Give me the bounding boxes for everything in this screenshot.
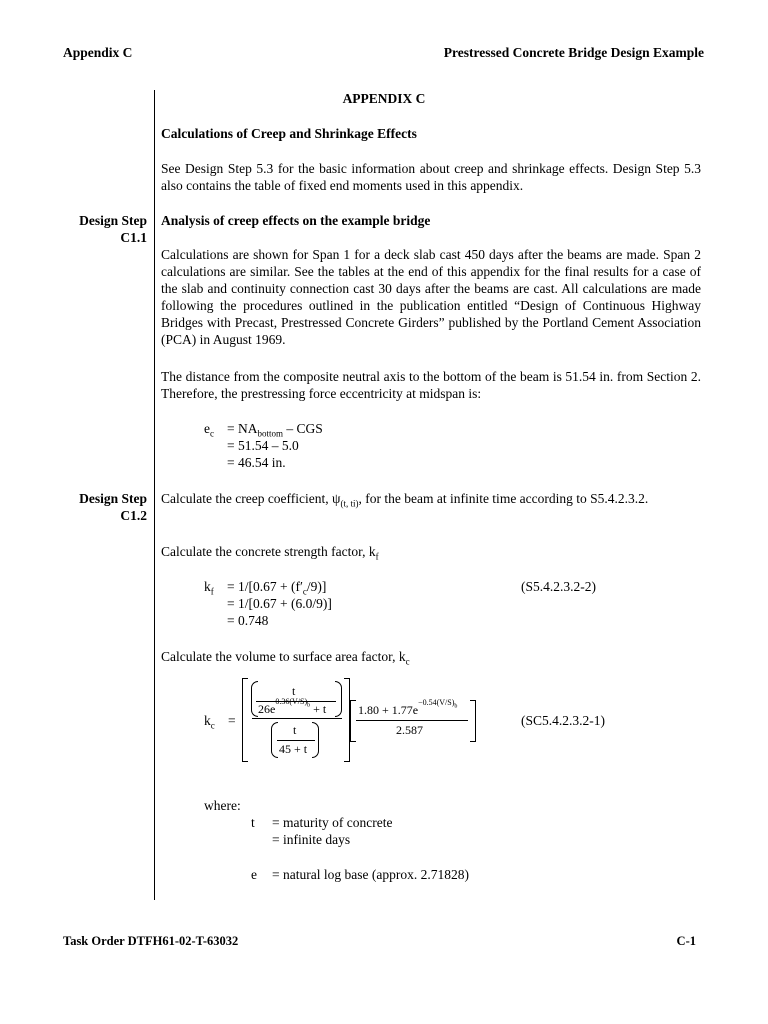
kf-line-2: = 1/[0.67 + (6.0/9)] bbox=[227, 596, 332, 611]
step-c11-label: Design Step C1.1 bbox=[79, 213, 147, 245]
kf-reference: (S5.4.2.3.2-2) bbox=[521, 579, 596, 594]
kc-fraction-bar-2 bbox=[356, 720, 468, 721]
intro-paragraph: See Design Step 5.3 for the basic information about creep and shrinkage effects. Design Step 5.3 also contains the table of fixed end moments used in this appendix. bbox=[161, 161, 701, 193]
kc-denominator-3: 2.587 bbox=[396, 723, 423, 737]
kc-bracket2-left bbox=[350, 700, 356, 742]
kc-equals: = bbox=[228, 713, 236, 728]
ec-line-1: = $NA_{bottom}$ – CGS bbox=[227, 421, 323, 439]
kc-main-fraction-bar bbox=[252, 718, 342, 719]
kc-paren-right-top bbox=[335, 681, 342, 717]
header-left: Appendix C bbox=[63, 45, 133, 60]
kf-line-1: = $1/[0.67 + (f'_c/9)]$ bbox=[227, 579, 327, 597]
header-right: Prestressed Concrete Bridge Design Example bbox=[443, 45, 704, 60]
kc-reference: (SC5.4.2.3.2-1) bbox=[521, 713, 605, 728]
kc-intro: Calculate the volume to surface area factor, $k_c$ bbox=[161, 649, 410, 667]
kf-intro: Calculate the concrete strength factor, $k_f$ bbox=[161, 544, 379, 562]
ec-line-2: = 51.54 – 5.0 bbox=[227, 438, 299, 453]
e-symbol: e bbox=[251, 867, 257, 882]
kc-denominator-1: $26e^{0.36(V/S)_b} + t$ bbox=[258, 697, 327, 716]
page-title: APPENDIX C bbox=[342, 91, 426, 106]
creep-coefficient-paragraph: Calculate the creep coefficient, $\psi_{(t, ti)}$, for the beam at infinite time according to S5.4.2.3.2. bbox=[161, 491, 649, 509]
t-definition-2: = infinite days bbox=[272, 832, 351, 847]
step-c11-paragraph: Calculations are shown for Span 1 for a deck slab cast 450 days after the beams are made. Span 2 calculations are similar. See the tables at the end of this appendix for the final results for a case of the slab and continuity connection cast 30 days after the beams are cast. All calculations are made following the procedures outlined in the publication entitled “Design of Continuous Highway Bridges with Precast, Prestressed Concrete Girders” published by the Portland Cement Association (PCA) in August 1969. bbox=[161, 247, 701, 347]
kc-denominator-2: 45 + t bbox=[279, 742, 308, 756]
step-c11-heading: Analysis of creep effects on the example bridge bbox=[161, 213, 431, 228]
kc-paren-left-top bbox=[251, 681, 258, 717]
step-c12-label: Design Step C1.2 bbox=[79, 491, 147, 523]
kf-symbol: $k_f$ bbox=[204, 579, 214, 597]
e-definition: = natural log base (approx. 2.71828) bbox=[272, 867, 469, 882]
ec-line-3: = 46.54 in. bbox=[227, 455, 286, 470]
kf-line-3: = 0.748 bbox=[227, 613, 269, 628]
ec-symbol: $e_c$ bbox=[204, 421, 214, 439]
page-number: C-1 bbox=[676, 934, 696, 948]
kc-numerator-t2: t bbox=[293, 723, 297, 737]
kc-bracket-left bbox=[242, 678, 248, 762]
t-symbol: t bbox=[251, 815, 255, 830]
kc-bracket2-right bbox=[470, 700, 476, 742]
kc-numerator-t1: t bbox=[292, 684, 296, 698]
t-definition-1: = maturity of concrete bbox=[272, 815, 393, 830]
kc-inner-bar-2 bbox=[277, 740, 315, 741]
section-title: Calculations of Creep and Shrinkage Effects bbox=[161, 126, 417, 141]
footer-left: Task Order DTFH61-02-T-63032 bbox=[63, 934, 239, 948]
eccentricity-paragraph: The distance from the composite neutral axis to the bottom of the beam is 51.54 in. from Section 2. Therefore, the prestressing force eccentricity at midspan is: bbox=[161, 369, 701, 401]
margin-rule bbox=[154, 90, 155, 900]
kc-numerator-2: $1.80 + 1.77e^{-0.54(V/S)_b}$ bbox=[358, 698, 458, 717]
where-label: where: bbox=[204, 798, 241, 813]
kc-symbol: $k_c$ bbox=[204, 713, 215, 731]
